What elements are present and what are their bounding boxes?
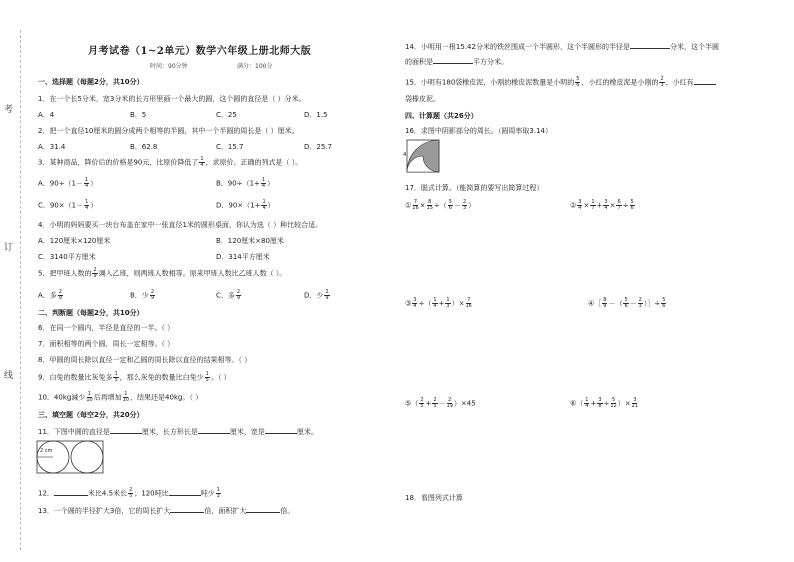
binding-line bbox=[20, 30, 21, 550]
calc-expression-5: ⑤（ $\frac{2}{5}$ + $\frac{2}{5}$ － $\frac{2}{19}$ ）×45 bbox=[405, 397, 476, 409]
answer-blank[interactable] bbox=[694, 78, 716, 85]
answer-blank[interactable] bbox=[110, 427, 142, 434]
question-15-cont: 袋橡皮泥。 bbox=[405, 95, 440, 103]
exam-time: 时间：90分钟 bbox=[150, 63, 188, 70]
section-fill-title: 三、填空题（每空2分，共20分） bbox=[38, 411, 144, 419]
question-13: 13．一个圆的半径扩大3倍，它的周长扩大 倍，面积扩大 倍。 bbox=[38, 507, 295, 515]
question-16: 16．求图中阴影部分的周长。（圆周率取3.14） bbox=[405, 127, 552, 135]
answer-blank[interactable] bbox=[265, 427, 297, 434]
margin-char-2: 订 bbox=[4, 243, 14, 253]
section-calc-title: 四、计算题（共26分） bbox=[405, 112, 478, 120]
q3-option-a: A．90÷（1－ $\frac{1}{4}$ ） bbox=[38, 177, 98, 189]
figure-side-label: 4 bbox=[403, 152, 407, 158]
question-2: 2．把一个直径10厘米的圆分成两个相等的半圆，其中一个半圆的周长是（ ）厘米。 bbox=[38, 127, 299, 135]
answer-blank[interactable] bbox=[433, 57, 473, 64]
q4-option-a: A．120厘米×120厘米 bbox=[38, 237, 111, 245]
calc-expression-4: ④［ $\frac{8}{9}$ －（ $\frac{5}{6}$ － $\frac{2}{3}$ ）］÷ $\frac{5}{6}$ bbox=[588, 297, 666, 309]
question-8: 8．甲圆的周长除以直径一定和乙圆的周长除以直径的结果相等。（ ） bbox=[38, 356, 252, 364]
answer-blank[interactable] bbox=[170, 506, 204, 513]
exam-score: 满分：100分 bbox=[237, 63, 273, 70]
question-10: 10．40kg减少 $\frac{1}{10}$ 后再增加 $\frac{1}{10}$ ，结果还是40kg。（ ） bbox=[38, 391, 203, 403]
q1-option-a: A．4 bbox=[38, 111, 55, 119]
question-4: 4．小明的妈妈要买一块台布盖在家中一张直径1米的圆形桌面，你认为选（ ）种比较合适。 bbox=[38, 221, 323, 229]
question-6: 6．在同一个圆内，半径是直径的一半。（ ） bbox=[38, 324, 175, 332]
question-5: 5．把甲班人数的 $\frac{2}{9}$ 调入乙班，则两班人数相等。原来甲班人数比乙班人数（ ）。 bbox=[38, 267, 287, 279]
q5-option-b: B．少 $\frac{2}{9}$ bbox=[130, 289, 154, 301]
q3-option-d: D．90×（1+ $\frac{1}{4}$ ） bbox=[216, 199, 275, 211]
q5-option-a: A．多 $\frac{2}{9}$ bbox=[38, 289, 62, 301]
margin-char-1: 考 bbox=[4, 105, 14, 115]
q2-option-a: A．31.4 bbox=[38, 143, 66, 151]
q3-option-b: B．90÷（1+ $\frac{1}{4}$ ） bbox=[216, 177, 275, 189]
question-3: 3．某种商品，降价后的价格是90元，比原价降低了 $\frac{1}{4}$ ，求原价。正确的列式是（ ）。 bbox=[38, 156, 303, 168]
fraction: $\frac{2}{9}$ bbox=[93, 267, 97, 279]
question-14: 14．小明用一根15.42分米的铁丝围成一个半圆形，这个半圆形的半径是 分米，这个半圆 bbox=[405, 43, 719, 51]
answer-blank[interactable] bbox=[54, 489, 88, 496]
q1-option-c: C．25 bbox=[216, 111, 237, 119]
section-judge-title: 二、判断题（每题2分，共10分） bbox=[38, 309, 144, 317]
q5-option-d: D．少 $\frac{2}{9}$ bbox=[304, 289, 329, 301]
q2-option-c: C．15.7 bbox=[216, 143, 244, 151]
question-7: 7．面积相等的两个圆，周长一定相等。（ ） bbox=[38, 340, 175, 348]
page-title: 月考试卷（1~2单元）数学六年级上册北师大版 bbox=[88, 46, 312, 57]
q1-option-b: B．5 bbox=[130, 111, 147, 119]
q2-option-b: B．62.8 bbox=[130, 143, 158, 151]
answer-blank[interactable] bbox=[246, 506, 280, 513]
answer-blank[interactable] bbox=[169, 489, 201, 496]
section-choice-title: 一、选择题（每题2分，共10分） bbox=[38, 78, 144, 86]
question-14-cont: 的面积是 平方分米。 bbox=[405, 58, 508, 66]
question-17: 17．脱式计算。（能简算的要写出简算过程） bbox=[405, 184, 544, 192]
margin-char-3: 线 bbox=[4, 371, 14, 381]
calc-expression-1: ① $\frac{7}{16}$ × $\frac{8}{15}$ ÷（ $\frac{5}{6}$ － $\frac{2}{3}$ ） bbox=[405, 199, 476, 211]
question-15: 15．小明有180袋橡皮泥，小刚的橡皮泥数量是小明的 $\frac{5}{6}$ ，小红的橡皮泥是小刚的 $\frac{2}{3}$ ，小红有 bbox=[405, 77, 716, 88]
q4-option-b: B．120厘米×80厘米 bbox=[216, 237, 284, 245]
q5-option-c: C．多 $\frac{2}{9}$ bbox=[216, 289, 241, 301]
calc-expression-6: ⑥（ $\frac{1}{4}$ + $\frac{3}{8}$ ÷ $\frac{5}{12}$ ）× $\frac{3}{21}$ bbox=[570, 397, 639, 409]
q4-option-d: D．314平方厘米 bbox=[216, 253, 270, 261]
calc-expression-2: ② $\frac{3}{4}$ × $\frac{1}{7}$ + $\frac{3}{4}$ × $\frac{6}{7}$ ÷ $\frac{5}{6}$ bbox=[570, 199, 634, 211]
circles-in-rectangle-figure bbox=[36, 440, 104, 474]
q1-option-d: D．1.5 bbox=[304, 111, 328, 119]
calc-expression-3: ③ $\frac{3}{4}$ ÷（ $\frac{1}{4}$ + $\frac{1}{3}$ ）× $\frac{7}{16}$ bbox=[405, 297, 472, 309]
shaded-sector-figure bbox=[406, 139, 440, 173]
question-9: 9．白兔的数量比灰兔多 $\frac{1}{5}$ ，那么灰兔的数量比白兔少 $\frac{1}{5}$ 。（ ） bbox=[38, 371, 231, 383]
question-18: 18．看图列式计算 bbox=[405, 494, 463, 502]
q3-option-c: C．90×（1－ $\frac{1}{4}$ ） bbox=[38, 199, 98, 211]
question-1: 1．在一个长5分米，宽3分米的长方形里画一个最大的圆，这个圆的直径是（ ）分米。 bbox=[38, 95, 306, 103]
fraction: $\frac{1}{4}$ bbox=[200, 156, 204, 168]
figure-label-2cm: 2 cm bbox=[40, 448, 53, 454]
answer-blank[interactable] bbox=[630, 42, 670, 49]
q2-option-d: D．25.7 bbox=[304, 143, 332, 151]
q4-option-c: C．3140平方厘米 bbox=[38, 253, 96, 261]
question-12: 12． 米比4.5米长 $\frac{2}{5}$ ；120吨比 吨少 $\frac{1}{3}$ bbox=[38, 487, 220, 499]
answer-blank[interactable] bbox=[198, 427, 230, 434]
question-11: 11．下图中圆的直径是 厘米，长方形长是 厘米，宽是 厘米。 bbox=[38, 428, 318, 436]
